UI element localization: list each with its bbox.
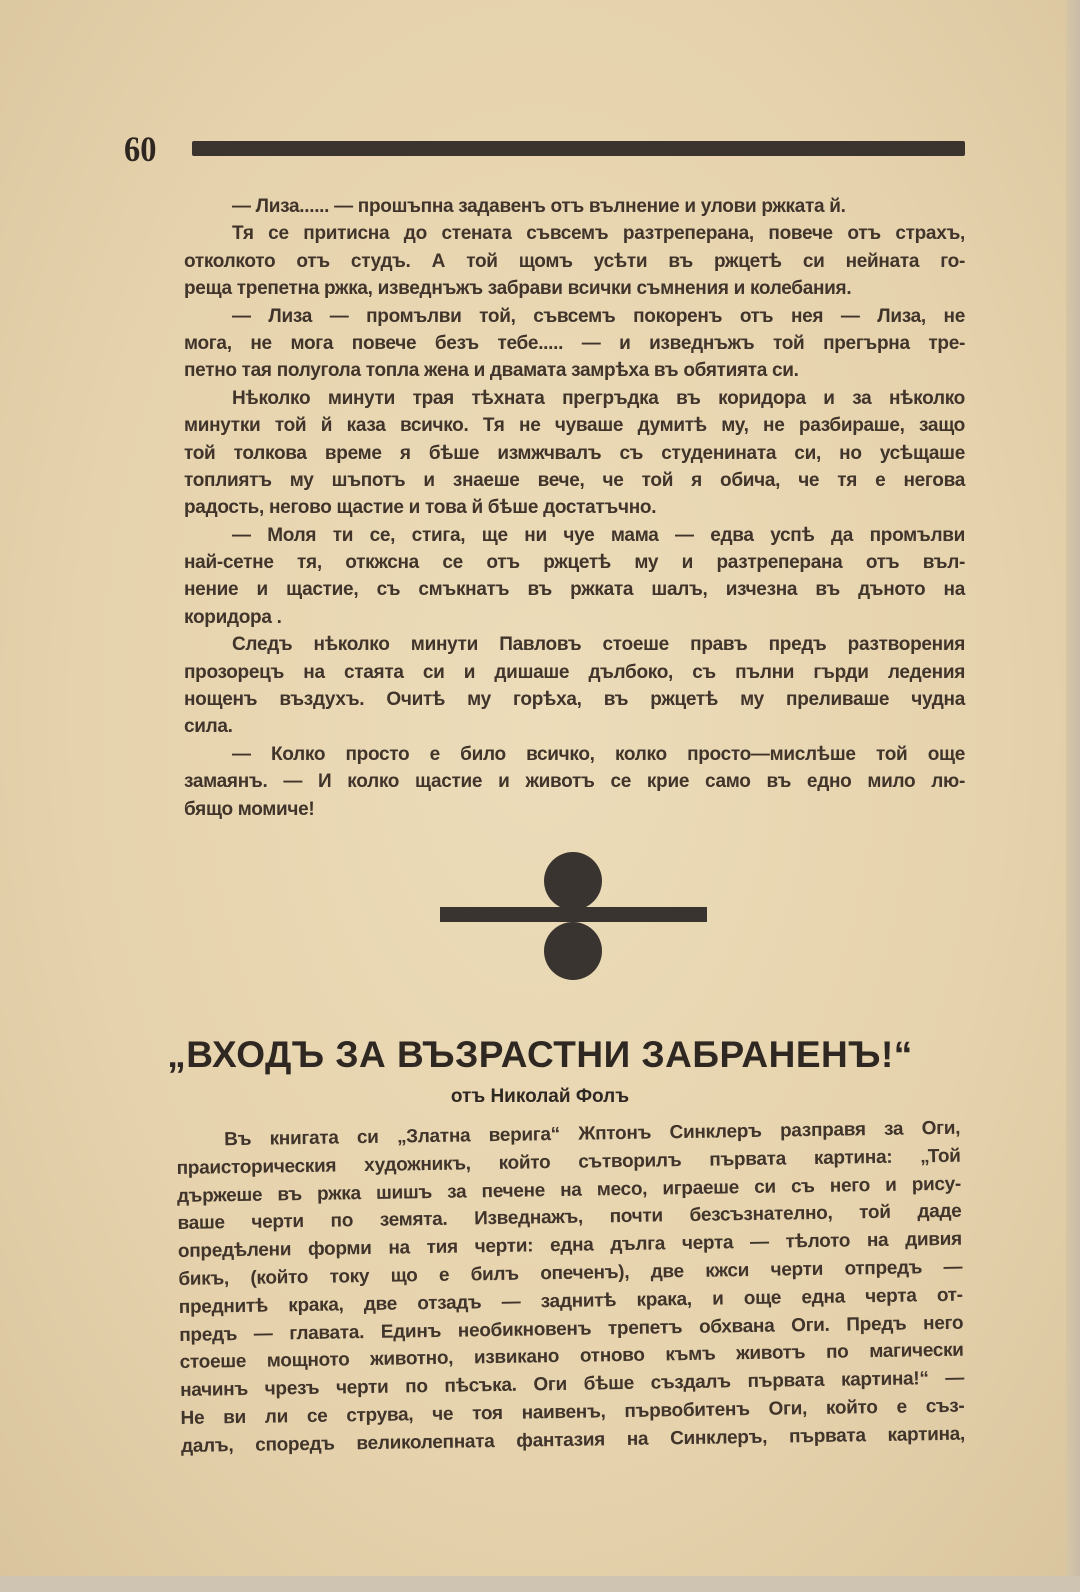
text-line: — Лиза — промълви той, съвсемъ покоренъ отъ нея — Лиза, не: [232, 305, 965, 327]
text-line: опредѣлени форми на тия черти: една дълга черта — тѣлото на дивия: [177, 1228, 963, 1263]
ornament-bar: [440, 907, 707, 922]
text-line: мога, не мога повече безъ тебе..... — и изведнъжъ той прегърна тре-: [184, 332, 965, 354]
text-line: далъ, споредъ великолепната фантазия на Синклеръ, първата картина,: [180, 1423, 966, 1457]
text-line: отколкото отъ студъ. А той щомъ усѣти въ ржцетѣ си нейната го-: [184, 250, 965, 272]
text-line: радость, негово щастие и това й бѣше достатъчно.: [184, 497, 657, 519]
text-line: държеше въ ржка шишъ за печене на месо, играеше си съ него и рису-: [176, 1173, 962, 1207]
header-rule: [192, 141, 965, 156]
text-line: нение и щастие, съ смъкнатъ въ ржката шалъ, изчезна въ дъното на: [184, 579, 965, 601]
text-line: Въ книгата си „Златна верига“ Жптонъ Синклеръ разправя за Оги,: [224, 1117, 961, 1151]
text-line: реща трепетна ржка, изведнъжъ забрави всички съмнения и колебания.: [184, 278, 852, 300]
text-line: начинъ чрезъ черти по пѣсъка. Оги бѣше създалъ първата картина!“ —: [179, 1367, 965, 1402]
ornament-dot-bottom: [544, 922, 602, 980]
text-line: Нѣколко минути трая тѣхната прегръдка въ коридора и за нѣколко: [232, 387, 965, 409]
text-line: замаянъ. — И колко щастие и животъ се крие само въ едно мило лю-: [184, 771, 965, 793]
story-text: [184, 193, 965, 823]
article-author: отъ Николай Фолъ: [450, 1086, 630, 1107]
text-line: минутки той й каза всичко. Тя не чуваше думитѣ му, не разбираше, защо: [184, 415, 965, 437]
text-line: Не ви ли се струва, че тоя наивенъ, първобитенъ Оги, който е съз-: [180, 1395, 965, 1429]
text-line: стоеше мощното животно, извикано отново къмъ животъ по магически: [179, 1340, 964, 1374]
text-line: — Лиза...... — прошъпна задавенъ отъ вълнение и улови ржката й.: [232, 196, 846, 217]
text-line: бикъ, (който току що е билъ опеченъ), две кжси черти отпредъ —: [178, 1256, 963, 1290]
article-text: [176, 1115, 965, 1461]
article-title: „ВХОДЪ ЗА ВЪЗРАСТНИ ЗАБРАНЕНЪ!“: [167, 1034, 913, 1075]
text-line: праисторическия художникъ, който сътворилъ първата картина: „Той: [176, 1145, 961, 1179]
text-line: — Моля ти се, стига, ще ни чуе мама — едва успѣ да промълви: [232, 524, 965, 546]
text-line: ваше черти по земята. Изведнажъ, почти безсъзнателно, той даде: [177, 1201, 962, 1235]
text-line: предъ — главата. Единъ необикновенъ трепетъ обхвана Оги. Предъ него: [179, 1312, 964, 1346]
text-line: сила.: [184, 716, 233, 738]
text-line: той толкова време я бѣше измжчвалъ съ студенината си, но усѣщаше: [184, 442, 965, 464]
page-number: 60: [124, 129, 157, 169]
text-line: петно тая полугола топла жена и двамата замрѣха въ обятията си.: [184, 360, 799, 382]
text-line: — Колко просто е било всичко, колко просто—мислѣше той още: [232, 743, 965, 765]
page-edge: [1066, 0, 1080, 1592]
text-line: най-сетне тя, откжсна се отъ ржцетѣ му и разтреперана отъ въл-: [184, 552, 965, 574]
text-line: бящо момиче!: [184, 798, 315, 820]
text-line: Тя се притисна до стената съвсемъ разтреперана, повече отъ страхъ,: [232, 223, 965, 245]
text-line: преднитѣ крака, две отзадъ — заднитѣ крака, и още една черта от-: [178, 1284, 963, 1318]
text-line: топлиятъ му шъпотъ и знаеше вече, че той я обича, че тя е негова: [184, 469, 965, 491]
text-line: Следъ нѣколко минути Павловъ стоеше правъ предъ разтворения: [232, 634, 965, 656]
text-line: нощенъ въздухъ. Очитѣ му горѣха, въ ржцетѣ му преливаше чудна: [184, 689, 965, 711]
text-line: коридора .: [184, 606, 282, 628]
scan-bottom-edge: [0, 1576, 1080, 1592]
text-line: прозорецъ на стаята си и дишаше дълбоко, съ пълни гърди ледения: [184, 661, 965, 683]
ornament-dot-top: [544, 852, 602, 910]
